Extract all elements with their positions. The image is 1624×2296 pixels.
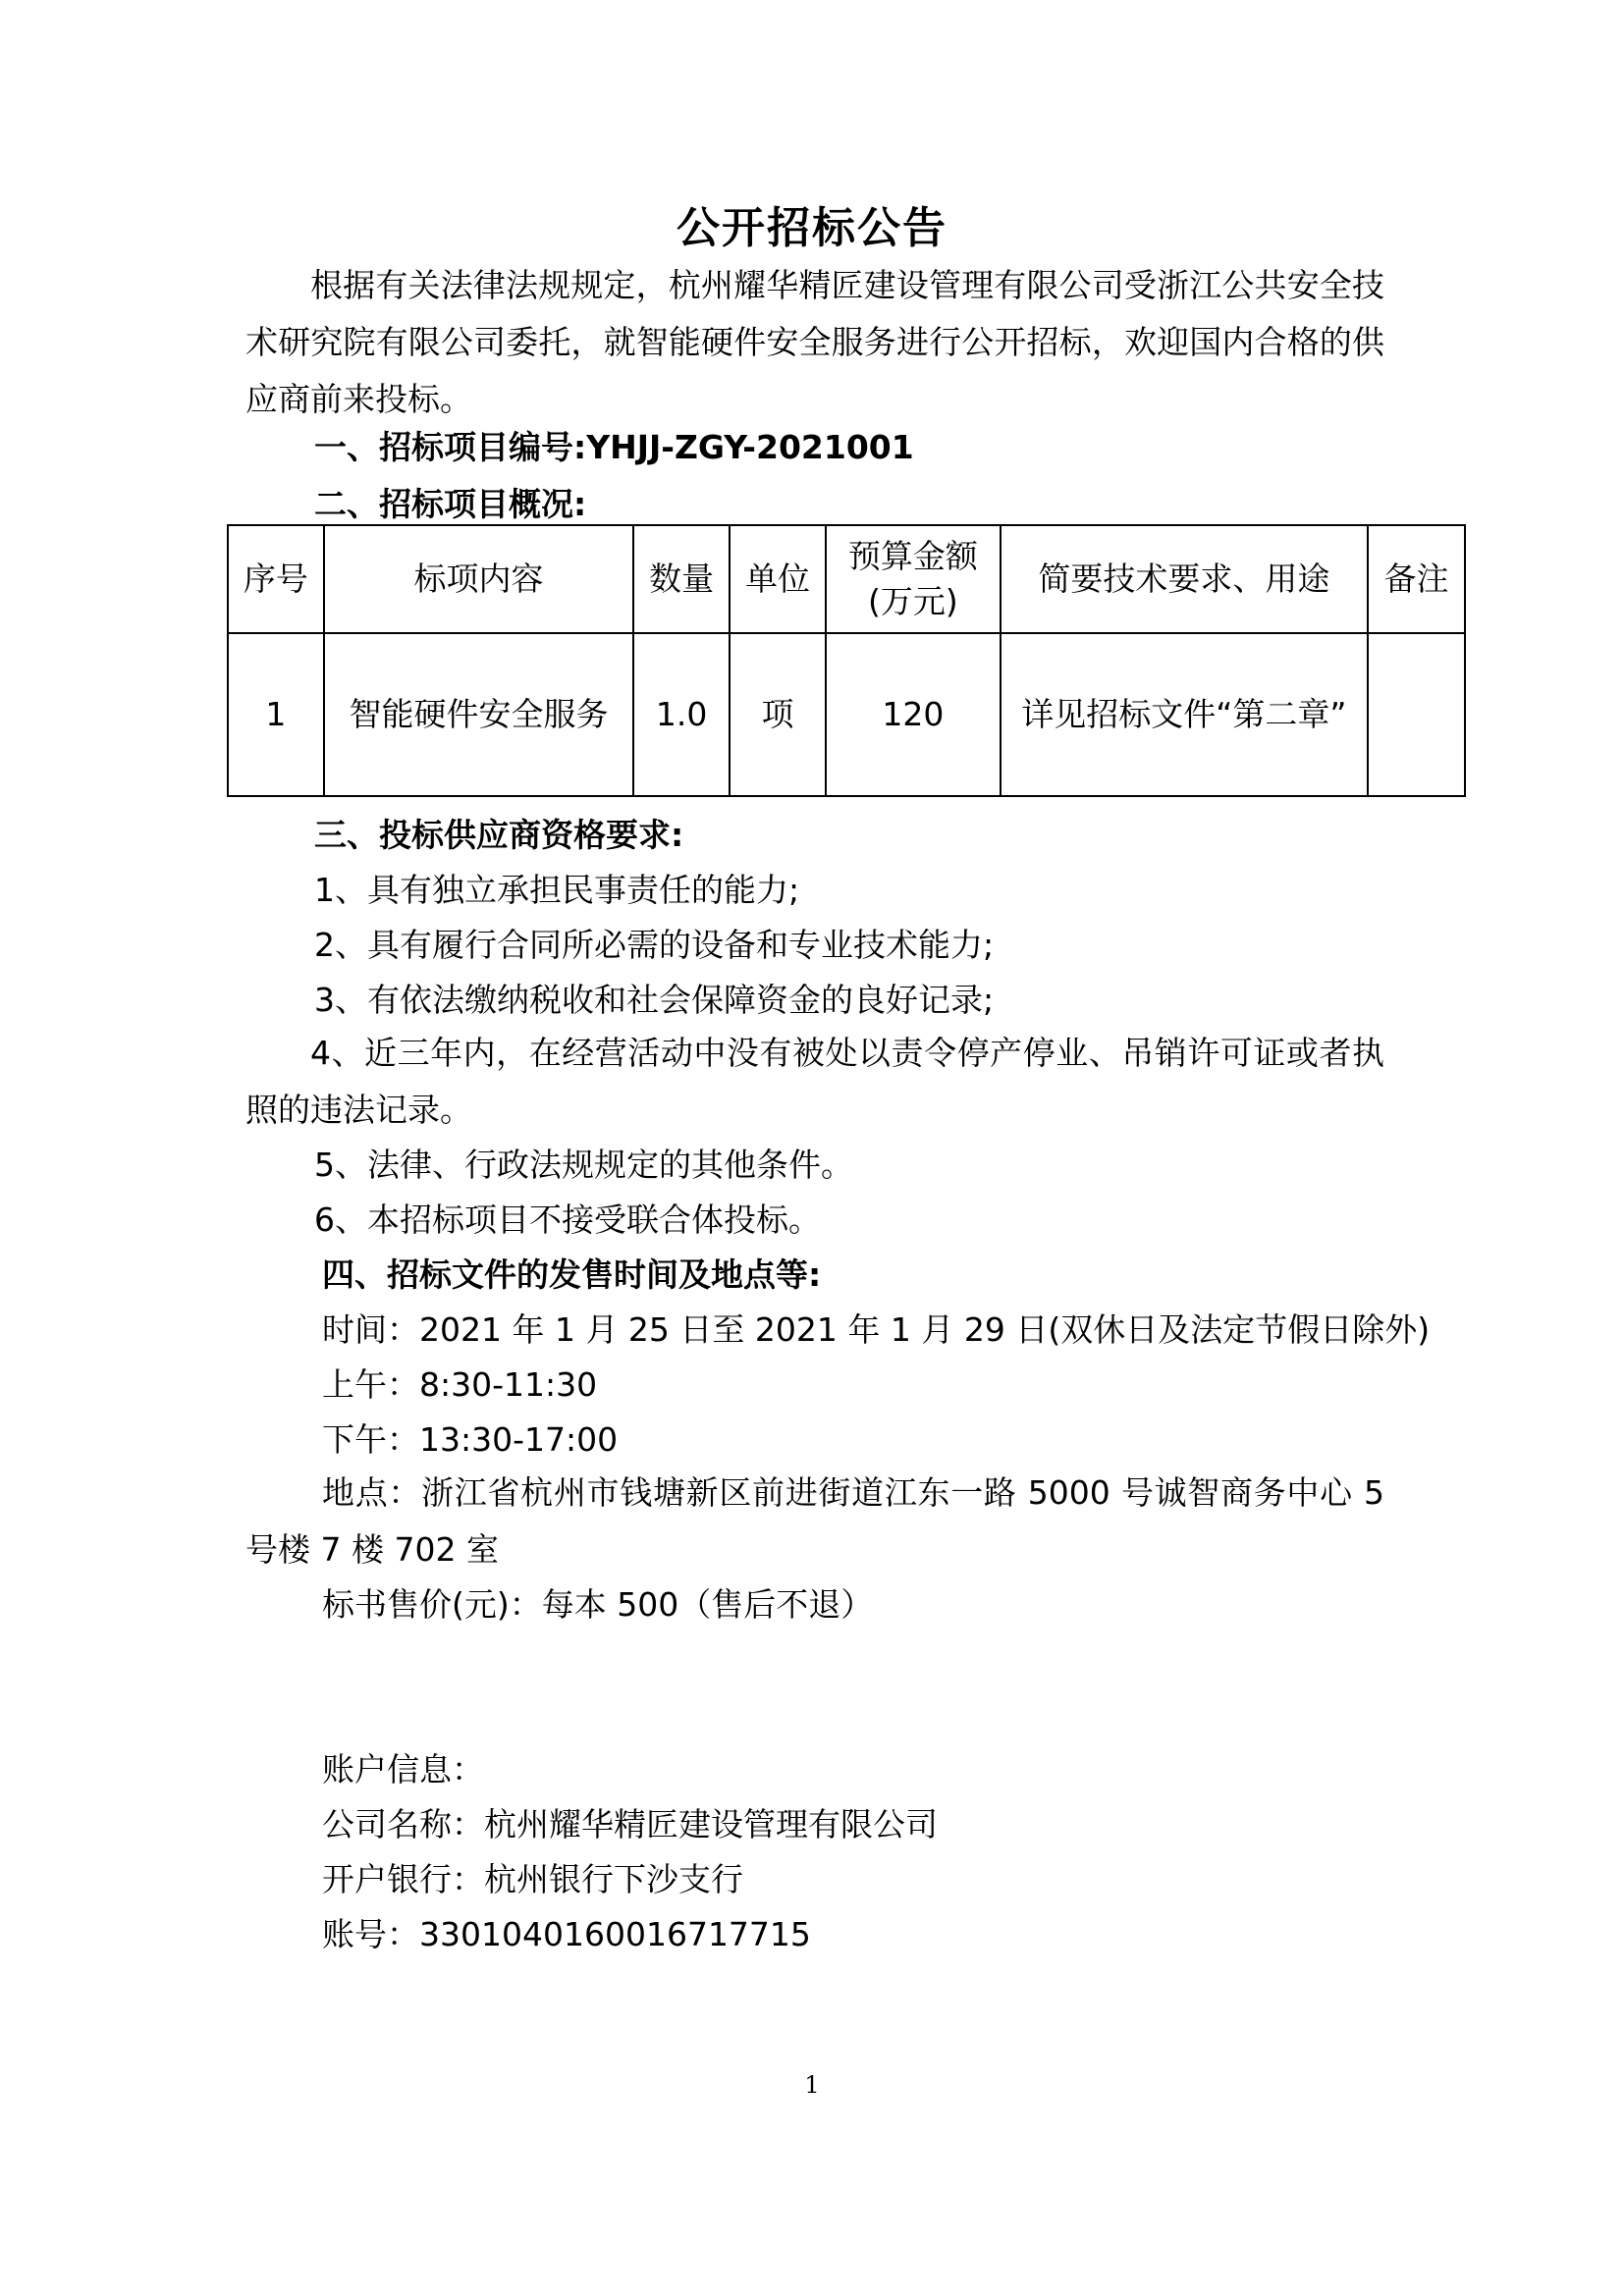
sale-afternoon-hours: 下午：13:30-17:00 xyxy=(322,1420,619,1459)
header-budget-line2: (万元) xyxy=(867,582,958,620)
sale-location: 地点：浙江省杭州市钱塘新区前进街道江东一路 5000 号诚智商务中心 5 号楼 7 楼 702 室 xyxy=(245,1473,1384,1569)
intro-paragraph: 根据有关法律法规规定，杭州耀华精匠建设管理有限公司受浙江公共安全技术研究院有限公司委托，就智能硬件安全服务进行公开招标，欢迎国内合格的供应商前来投标。 xyxy=(245,266,1384,418)
requirement-item: 6、本招标项目不接受联合体投标。 xyxy=(314,1201,821,1239)
section-sale-info: 四、招标文件的发售时间及地点等: xyxy=(322,1255,822,1294)
sale-time: 时间：2021 年 1 月 25 日至 2021 年 1 月 29 日(双休日及法定节假日除外) xyxy=(322,1310,1431,1349)
requirement-item: 1、具有独立承担民事责任的能力; xyxy=(314,871,800,909)
header-cell: 标项内容 xyxy=(324,525,633,633)
sale-price: 标书售价(元)：每本 500（售后不退） xyxy=(322,1585,874,1624)
account-number: 账号：3301040160016717715 xyxy=(322,1915,811,1953)
header-cell: 单位 xyxy=(730,525,826,633)
section-project-number: 一、招标项目编号:YHJJ-ZGY-2021001 xyxy=(314,428,914,466)
page-number: 1 xyxy=(804,2071,820,2099)
table-cell: 1.0 xyxy=(633,633,730,796)
table-cell: 详见招标文件“第二章” xyxy=(1001,633,1368,796)
header-cell: 备注 xyxy=(1368,525,1465,633)
header-cell: 序号 xyxy=(228,525,324,633)
account-heading: 账户信息： xyxy=(322,1750,484,1789)
requirement-item: 5、法律、行政法规规定的其他条件。 xyxy=(314,1146,853,1184)
table-header-row xyxy=(228,525,1465,633)
table-cell: 1 xyxy=(228,633,324,796)
header-budget-line1: 预算金额 xyxy=(847,537,978,575)
header-cell-budget xyxy=(826,525,1001,633)
table-cell: 120 xyxy=(826,633,1001,796)
requirement-item: 4、近三年内，在经营活动中没有被处以责令停产停业、吊销许可证或者执照的违法记录。 xyxy=(245,1034,1384,1129)
sale-morning-hours: 上午：8:30-11:30 xyxy=(322,1365,598,1404)
requirement-item: 2、具有履行合同所必需的设备和专业技术能力; xyxy=(314,926,995,964)
header-cell: 简要技术要求、用途 xyxy=(1001,525,1368,633)
header-cell: 数量 xyxy=(633,525,730,633)
requirement-item: 3、有依法缴纳税收和社会保障资金的良好记录; xyxy=(314,981,995,1019)
page-title: 公开招标公告 xyxy=(677,203,947,253)
account-bank: 开户银行：杭州银行下沙支行 xyxy=(322,1860,743,1898)
table-cell: 智能硬件安全服务 xyxy=(324,633,633,796)
account-company: 公司名称：杭州耀华精匠建设管理有限公司 xyxy=(322,1805,938,1843)
project-table xyxy=(227,524,1466,797)
section-project-overview: 二、招标项目概况: xyxy=(314,485,587,523)
table-cell: 项 xyxy=(730,633,826,796)
table-cell xyxy=(1368,633,1465,796)
table-row xyxy=(228,633,1465,796)
section-qualifications: 三、投标供应商资格要求: xyxy=(314,816,684,854)
